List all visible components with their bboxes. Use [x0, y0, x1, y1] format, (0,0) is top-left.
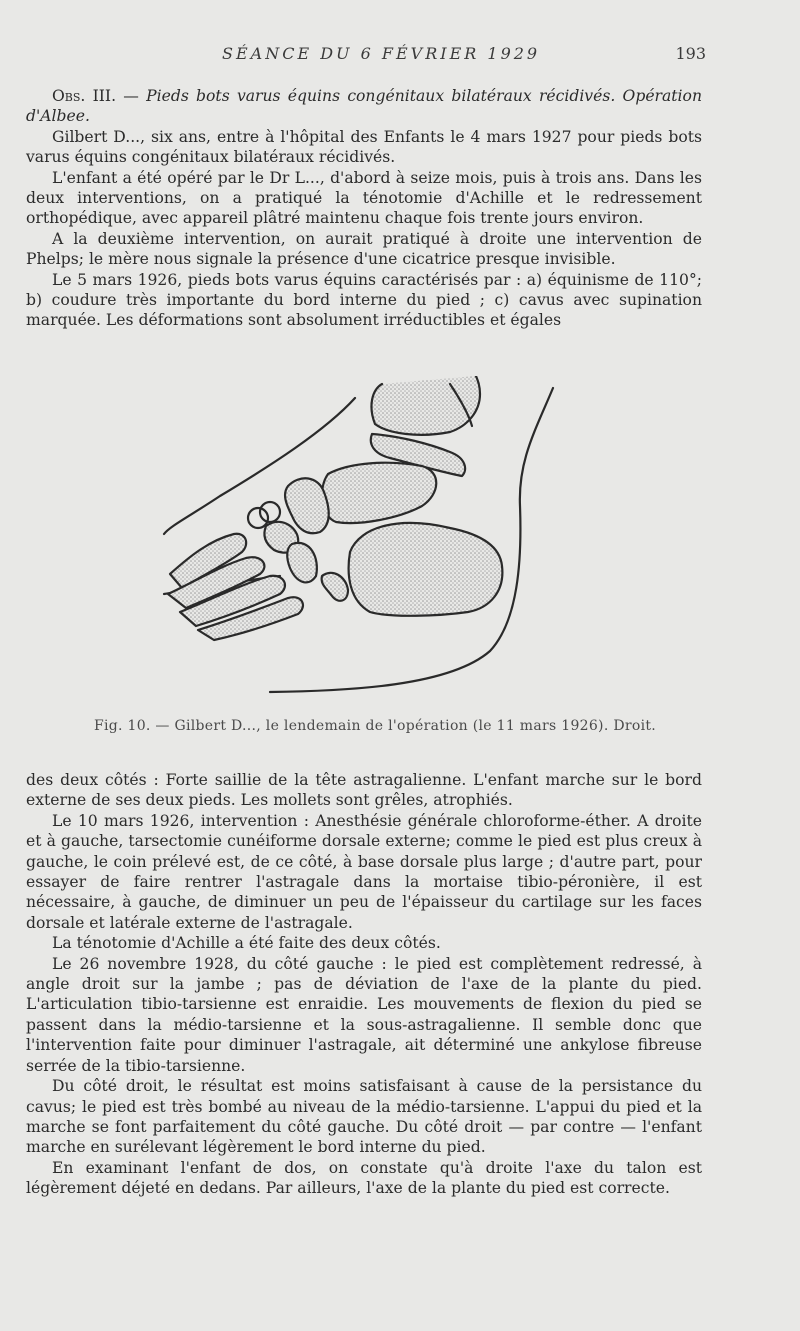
- navicular-bone: [322, 463, 436, 523]
- sesamoid-bone: [248, 508, 268, 528]
- observation-heading: [26, 86, 702, 127]
- paragraph: Gilbert D..., six ans, entre à l'hôpital des Enfants le 4 mars 1927 pour pieds bots varus équins congénitaux bilatéraux récidivés.: [26, 127, 702, 167]
- figure-foot-xray-drawing: [150, 376, 570, 706]
- running-title: SÉANCE DU 6 FÉVRIER 1929: [222, 44, 541, 63]
- paragraph: La ténotomie d'Achille a été faite des deux côtés.: [52, 934, 441, 953]
- text-block-bottom: [26, 770, 702, 1199]
- paragraph: L'enfant a été opéré par le Dr L..., d'abord à seize mois, puis à trois ans. Dans les deux interventions, on a pratiqué la ténotomie d'Achille et le redressement orthopédique, avec appareil plâtré maintenu chaque fois trente jours environ.: [26, 168, 702, 228]
- accessory-bone: [322, 573, 348, 601]
- observation-title: Pieds bots varus équins congénitaux bilatéraux récidivés. Opération d'Albee.: [26, 87, 702, 126]
- paragraph: En examinant l'enfant de dos, on constate qu'à droite l'axe du talon est légèrement déjeté en dedans. Par ailleurs, l'axe de la plante du pied est correcte.: [26, 1158, 702, 1198]
- paragraph: des deux côtés : Forte saillie de la tête astragalienne. L'enfant marche sur le bord externe de ses deux pieds. Les mollets sont grêles, atrophiés.: [26, 771, 702, 810]
- paragraph: Le 5 mars 1926, pieds bots varus équins caractérisés par : a) équinisme de 110°; b) coudure très importante du bord interne du pied ; c) cavus avec supination marquée. Les déformations sont absolument irréductibles et égales: [26, 270, 702, 330]
- observation-label: Obs. III.: [52, 87, 117, 105]
- paragraph: A la deuxième intervention, on aurait pratiqué à droite une intervention de Phelps; le mère nous signale la présence d'une cicatrice presque invisible.: [26, 229, 702, 269]
- running-head: [0, 44, 800, 68]
- cuneiform-bone: [285, 478, 329, 533]
- small-tarsal-bone: [287, 543, 317, 583]
- foot-bones-illustration: [150, 376, 570, 706]
- paragraph: Du côté droit, le résultat est moins satisfaisant à cause de la persistance du cavus; le pied est très bombé au niveau de la médio-tarsienne. L'appui du pied et la marche se font parfaitement du côté gauche. Du côté droit — par contre — l'enfant marche en surélevant légèrement le bord interne du pied.: [26, 1077, 702, 1157]
- paragraph: Le 26 novembre 1928, du côté gauche : le pied est complètement redressé, à angle droit sur la jambe ; pas de déviation de l'axe de la plante du pied. L'articulation tibio-tarsienne est enraidie. Les mouvements de flexion du pied se passent dans la médio-tarsienne et la sous-astragalienne. Il semble donc que l'intervention faite pour diminuer l'astragale, ait déterminé une ankylose fibreuse serrée de la tibio-tarsienne.: [26, 954, 702, 1075]
- calcaneus-bone: [349, 523, 503, 616]
- page-number: 193: [675, 44, 706, 63]
- figure-caption: Fig. 10. — Gilbert D..., le lendemain de l'opération (le 11 mars 1926). Droit.: [93, 718, 657, 734]
- observation-dash: —: [116, 87, 147, 105]
- sesamoid-bone: [260, 502, 280, 522]
- text-block-top: [26, 86, 702, 331]
- paragraph: Le 10 mars 1926, intervention : Anesthésie générale chloroforme-éther. A droite et à gauche, tarsectomie cunéiforme dorsale externe; comme le pied est plus creux à gauche, le coin prélevé est, de ce côté, à base dorsale plus large ; d'autre part, pour essayer de faire rentrer l'astragale dans la mortaise tibio-péronière, il est nécessaire, à gauche, de diminuer un peu de l'épaisseur du cartilage sur les faces dorsale et latérale externe de l'astragale.: [26, 811, 702, 932]
